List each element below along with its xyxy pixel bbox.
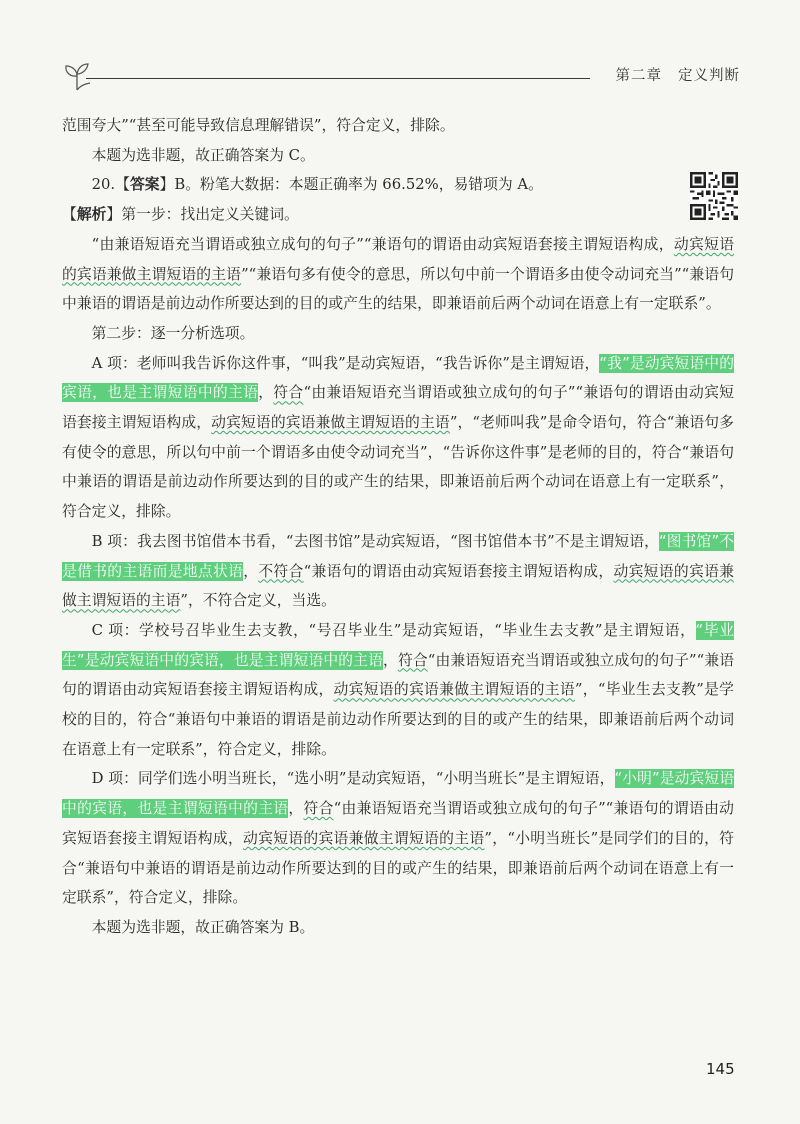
paragraph-answer xyxy=(62,170,734,200)
text-segment: ”“兼语句多有使令的意思，所以句中前一个谓语多由使令动词充当”“兼语句中兼语的谓语是前边动作所要达到的目的或产生的结果，即兼语前后两个动词在语意上有一定联系”。 xyxy=(62,265,734,313)
text-segment: “由兼语短语充当谓语或独立成句的句子”“兼语句的谓语由动宾短语套接主谓短语构成， xyxy=(62,651,734,699)
paragraph-step-two: 第二步：逐一分析选项。 xyxy=(91,324,255,342)
question-number: 20.【 xyxy=(91,176,130,194)
chapter-title xyxy=(616,64,741,85)
wavy-underline-text: 符合 xyxy=(303,800,334,818)
wavy-underline-text: 动宾短语的宾语兼做主谓短语的主语 xyxy=(211,414,450,432)
paragraph-definition-keywords xyxy=(62,230,734,319)
answer-explanation xyxy=(62,111,734,943)
paragraph-final-answer: 本题为选非题，故正确答案为 B。 xyxy=(91,918,315,936)
text-segment: ， xyxy=(243,562,259,580)
text-segment: ， xyxy=(288,800,304,818)
wavy-underline-text: 动宾短语的宾语兼做主谓短语的主语 xyxy=(333,681,575,699)
text-segment: “由兼语短语充当谓语或独立成句的句子”“兼语句的谓语由动宾短语套接主谓短语构成， xyxy=(91,235,674,253)
sprout-icon xyxy=(60,62,94,92)
wavy-underline-text: 符合 xyxy=(273,384,304,402)
wavy-underline-text: 符合 xyxy=(397,651,428,669)
text-segment: ”，不符合定义，当选。 xyxy=(180,592,336,610)
text-segment: “由兼语短语充当谓语或独立成句的句子”“兼语句的谓语由动宾短语套接主谓短语构成， xyxy=(62,384,734,432)
header-rule xyxy=(86,78,590,79)
highlighted-text: “小明”是动宾短语中的宾语，也是主谓短语中的主语 xyxy=(62,770,734,818)
paragraph-option-b xyxy=(62,527,734,616)
highlighted-text: “毕业生”是动宾短语中的宾语，也是主谓短语中的主语 xyxy=(62,621,734,669)
paragraph-prev-answer: 本题为选非题，故正确答案为 C。 xyxy=(91,146,315,164)
text-segment: ， xyxy=(258,384,274,402)
paragraph-analysis-heading xyxy=(62,200,734,230)
paragraph-option-d xyxy=(62,764,734,913)
analysis-step-one: 】第一步：找出定义关键词。 xyxy=(106,206,299,224)
highlighted-text: “我”是动宾短语中的宾语，也是主谓短语中的主语 xyxy=(62,354,734,402)
text-segment: C 项：学校号召毕业生去支教，“号召毕业生”是动宾短语，“毕业生去支教”是主谓短语， xyxy=(91,621,696,639)
text-segment: B 项：我去图书馆借本书看，“去图书馆”是动宾短语，“图书馆借本书”不是主谓短语， xyxy=(91,532,660,550)
text-segment: ”，“毕业生去支教”是学校的目的，符合“兼语句中兼语的谓语是前边动作所要达到的目的或产生的结果，即兼语前后两个动词在语意上有一定联系”，符合定义，排除。 xyxy=(62,681,734,758)
section-title: 定义判断 xyxy=(678,68,740,84)
page-number: 145 xyxy=(706,1060,735,1078)
text-segment: D 项：同学们选小明当班长，“选小明”是动宾短语，“小明当班长”是主谓短语， xyxy=(91,770,615,788)
paragraph-continuation: 范围夸大”“甚至可能导致信息理解错误”，符合定义，排除。 xyxy=(62,117,455,134)
paragraph-option-a xyxy=(62,349,734,527)
text-segment: ”，“小明当班长”是同学们的目的，符合“兼语句中兼语的谓语是前边动作所要达到的目的或产生的结果，即兼语前后两个动词在语意上有一定联系”，符合定义，排除。 xyxy=(62,829,734,907)
text-segment: ”，“老师叫我”是命令语句，符合“兼语句多有使令的意思，所以句中前一个谓语多由使令动词充当”，“告诉你这件事”是老师的目的，符合“兼语句中兼语的谓语是前边动作所要达到的目的或产生的结果，即兼语前后两个动词在语意上有一定联系”，符合定义，排除。 xyxy=(62,414,734,521)
chapter-number: 第二章 xyxy=(615,68,662,84)
highlighted-text: “图书馆”不是借书的主语而是地点状语 xyxy=(62,532,734,580)
answer-text: 】B。粉笔大数据：本题正确率为 66.52%，易错项为 A。 xyxy=(159,176,543,194)
wavy-underline-text: 动宾短语的宾语兼做主谓短语的主语 xyxy=(62,235,734,283)
text-segment: ， xyxy=(383,651,398,669)
page-header xyxy=(60,58,740,98)
paragraph-option-c xyxy=(62,616,734,765)
analysis-bracket: 【 xyxy=(62,206,77,224)
wavy-underline-text: 动宾短语的宾语兼做主谓短语的主语 xyxy=(62,562,734,610)
wavy-underline-text: 动宾短语的宾语兼做主谓短语的主语 xyxy=(243,829,485,847)
text-segment: “兼语句的谓语由动宾短语套接主谓短语构成， xyxy=(303,562,614,580)
text-segment: A 项：老师叫我告诉你这件事，“叫我”是动宾短语，“我告诉你”是主谓短语， xyxy=(91,354,600,372)
answer-label: 答案 xyxy=(129,176,160,194)
wavy-underline-text: 不符合 xyxy=(258,562,304,580)
text-segment: “由兼语短语充当谓语或独立成句的句子”“兼语句的谓语由动宾短语套接主谓短语构成， xyxy=(62,800,734,847)
analysis-label: 解析 xyxy=(76,206,107,224)
